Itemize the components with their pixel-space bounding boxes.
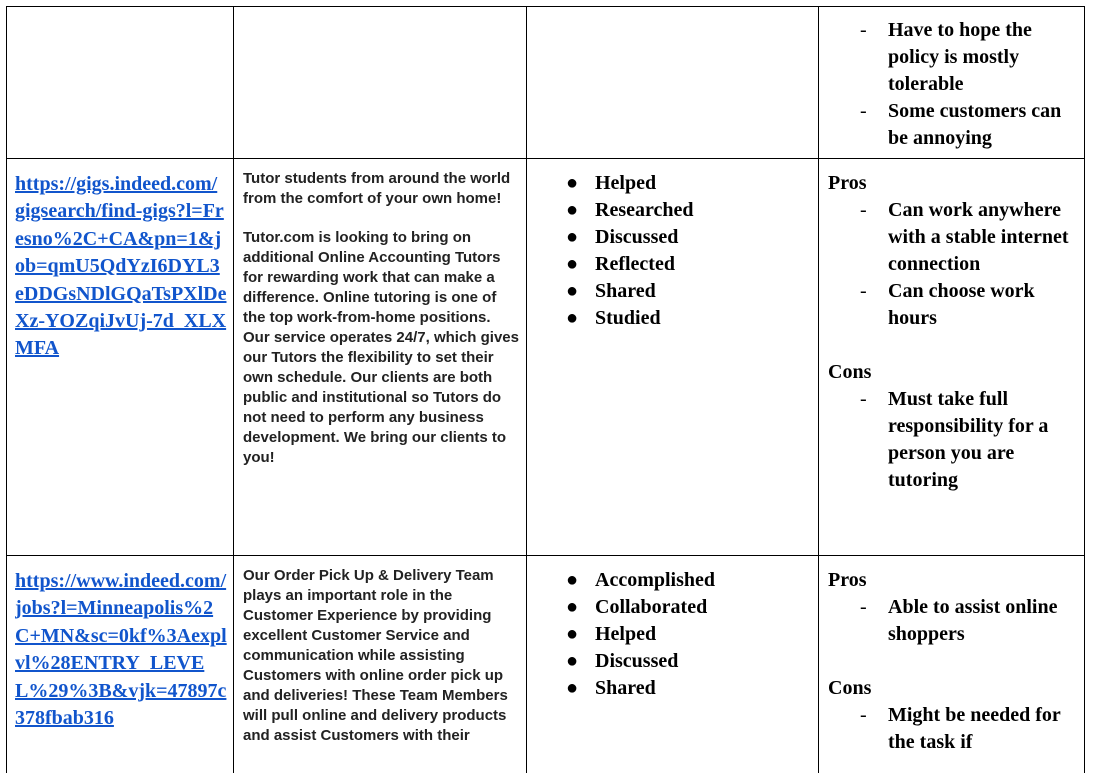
pros-heading: Pros — [828, 172, 867, 194]
list-item: - Must take full responsibility for a person you are tutoring — [860, 388, 1049, 491]
row-1-proscons-cell — [828, 170, 1080, 494]
list-item: ● Discussed — [560, 224, 810, 251]
bullet-icon: ● — [566, 569, 579, 591]
job-link[interactable]: https://www.indeed.com/jobs?l=Minneapolis%2C+MN&sc=0kf%3Aexplvl%28ENTRY_LEVEL%29%3B&vjk=47897c378fbab316 — [15, 570, 227, 730]
pros-heading: Pros — [828, 569, 867, 591]
description-paragraph: Tutor.com is looking to bring on additional Online Accounting Tutors for rewarding work that can make a difference. Online tutoring is one of the top work-from-home positions. Our service operates 24/7, which gives our Tutors the flexibility to set their own schedule. Our clients are both public and institutional so Tutors do not need to perform any business development. We bring our clients to you! — [243, 229, 519, 466]
list-item: ● Discussed — [560, 648, 810, 675]
list-item: - Can work anywhere with a stable internet connection — [860, 199, 1069, 275]
dash-icon: - — [860, 280, 867, 302]
cons-heading: Cons — [828, 361, 872, 383]
list-item: ● Accomplished — [560, 567, 810, 594]
dash-icon: - — [860, 596, 867, 618]
description-paragraph: Our Order Pick Up & Delivery Team plays an important role in the Customer Experience by providing excellent Customer Service and communication while assisting Customers with online order pick up and deliveries! These Team Members will pull online and delivery products and assist Customers with their — [243, 567, 508, 744]
list-item: - Able to assist online shoppers — [860, 596, 1058, 645]
row-2-proscons-cell — [828, 567, 1080, 767]
row-0-proscons-cell — [828, 17, 1078, 152]
verb-list — [560, 567, 810, 702]
bullet-icon: ● — [566, 253, 579, 275]
list-item: - Have to hope the policy is mostly tolerable — [860, 19, 1032, 95]
bullet-icon: ● — [566, 650, 579, 672]
table-border — [6, 6, 7, 773]
bullet-icon: ● — [566, 623, 579, 645]
list-item: ● Collaborated — [560, 594, 810, 621]
table-border — [6, 158, 1085, 159]
bullet-icon: ● — [566, 226, 579, 248]
list-item: - Might be needed for the task if — [860, 704, 1061, 753]
table-border — [1084, 6, 1085, 773]
bullet-icon: ● — [566, 280, 579, 302]
cons-list — [828, 17, 1078, 152]
list-item: ● Researched — [560, 197, 810, 224]
dash-icon: - — [860, 199, 867, 221]
dash-icon: - — [860, 704, 867, 726]
bullet-icon: ● — [566, 307, 579, 329]
list-item: ● Studied — [560, 305, 810, 332]
bullet-icon: ● — [566, 199, 579, 221]
cons-heading: Cons — [828, 677, 872, 699]
list-item: ● Shared — [560, 278, 810, 305]
bullet-icon: ● — [566, 172, 579, 194]
row-2-verbs-cell — [560, 567, 810, 702]
list-item: - Can choose work hours — [860, 280, 1035, 329]
list-item: ● Helped — [560, 621, 810, 648]
job-link[interactable]: https://gigs.indeed.com/gigsearch/find-gigs?l=Fresno%2C+CA&pn=1&job=qmU5QdYzI6DYL3eDDGsNDlGQaTsPXlDeXz-YOZqiJvUj-7d_XLXMFA — [15, 173, 227, 360]
pros-list — [828, 594, 1080, 648]
row-1-description-cell — [243, 169, 519, 468]
row-1-link-cell — [15, 171, 227, 363]
description-paragraph: Tutor students from around the world from the comfort of your own home! — [243, 170, 511, 207]
list-item: ● Helped — [560, 170, 810, 197]
table-border — [6, 6, 1085, 7]
table-border — [818, 6, 819, 773]
list-item: ● Reflected — [560, 251, 810, 278]
row-2-link-cell — [15, 568, 227, 768]
cons-list — [828, 386, 1080, 494]
dash-icon: - — [860, 19, 867, 41]
row-2-description-cell — [243, 566, 519, 761]
table-border — [526, 6, 527, 773]
verb-list — [560, 170, 810, 332]
list-item: ● Shared — [560, 675, 810, 702]
bullet-icon: ● — [566, 677, 579, 699]
dash-icon: - — [860, 388, 867, 410]
bullet-icon: ● — [566, 596, 579, 618]
table-border — [233, 6, 234, 773]
pros-list — [828, 197, 1080, 332]
dash-icon: - — [860, 100, 867, 122]
row-1-verbs-cell — [560, 170, 810, 332]
list-item: - Some customers can be annoying — [860, 100, 1062, 149]
cons-list — [828, 702, 1080, 756]
table-border — [6, 555, 1085, 556]
